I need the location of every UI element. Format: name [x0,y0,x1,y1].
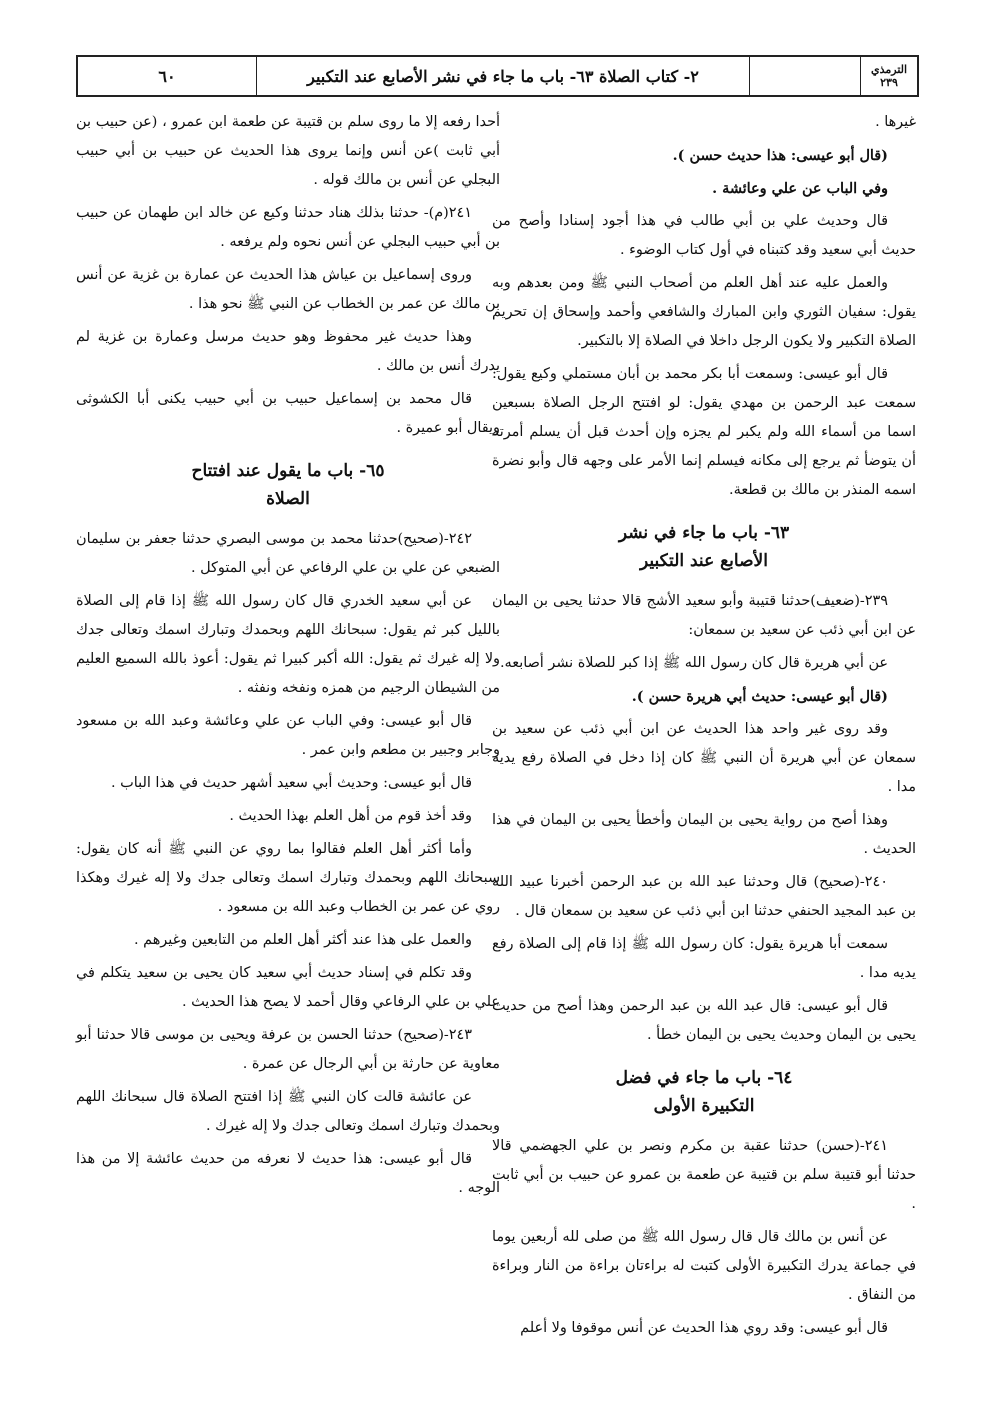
paragraph: (قال أبو عيسى: حديث أبي هريرة حسن ). [631,688,888,705]
header-reference [860,57,917,95]
chapter-heading-64 [492,1064,916,1120]
header-title: ٢- كتاب الصلاة ٦٣- باب ما جاء في نشر الأصابع عند التكبير [256,57,749,95]
chapter-heading-line: ٦٥- باب ما يقول عند افتتاح [191,461,385,481]
page-number: ٦٠ [158,66,176,86]
paragraph: غيرها . [875,114,916,130]
paragraph: وقد تكلم في إسناد حديث أبي سعيد كان يحيى بن سعيد يتكلم في علي بن علي الرفاعي وقال أحمد لا يصح هذا الحديث . [76,965,500,1010]
header-ref-name: الترمذي [870,63,908,76]
paragraph: وقد روى غير واحد هذا الحديث عن ابن أبي ذئب عن سعيد بن سمعان عن أبي هريرة أن النبي ﷺ كان إذا دخل في الصلاة رفع يديه مدا . [492,721,916,795]
paragraph: والعمل عليه عند أهل العلم من أصحاب النبي ﷺ ومن بعدهم وبه يقول: سفيان الثوري وابن المبارك والشافعي وأحمد وإسحاق إن تحريم الصلاة التكبير ولا يكون الرجل داخلا في الصلاة إلا بالتكبير. [492,275,916,349]
paragraph: قال وحديث علي بن أبي طالب في هذا أجود إسنادا وأصح من حديث أبي سعيد وقد كتبناه في أول كتاب الوضوء . [492,213,916,258]
paragraph: عن أبي هريرة قال كان رسول الله ﷺ إذا كبر للصلاة نشر أصابعه. [499,655,888,671]
chapter-heading-line: الصلاة [266,489,310,509]
chapter-heading-63 [492,519,916,575]
left-column [76,108,500,1207]
chapter-heading-line: ٦٣- باب ما جاء في نشر [618,523,790,543]
chapter-heading-line: ٦٤- باب ما جاء في فضل [615,1068,793,1088]
paragraph: عن أبي سعيد الخدري قال كان رسول الله ﷺ إذا قام إلى الصلاة بالليل كبر ثم يقول: سبحانك اللهم وبحمدك وتبارك اسمك وتعالى جدك ولا إله غيرك ثم يقول: الله أكبر كبيرا ثم يقول: أعوذ بالله السميع العليم من الشيطان الرجيم من همزه ونفخه ونفثه . [76,593,500,696]
paragraph: قال أبو عيسى: هذا حديث لا نعرفه من حديث عائشة إلا من هذا الوجه . [76,1151,500,1196]
paragraph: قال أبو عيسى: وسمعت أبا بكر محمد بن أبان مستملي وكيع يقول: سمعت عبد الرحمن بن مهدي يقول: لو افتتح الرجل الصلاة بسبعين اسما من أسماء الله ولم يكبر لم يجزه وإن أحدث قبل أن يسلم أمرته أن يتوضأ ثم يرجع إلى مكانه فيسلم إنما الأمر على وجهه قال وأبو نضرة اسمه المنذر بن مالك بن قطعة. [492,366,916,498]
paragraph: أحدا رفعه إلا ما روى سلم بن قتيبة عن طعمة ابن عمرو ، (عن حبيب بن أبي ثابت )عن أنس وإنما يروى هذا الحديث عن حبيب بن أبي حبيب البجلي عن أنس بن مالك قوله . [76,114,500,188]
paragraph: وفي الباب عن علي وعائشة . [712,180,888,197]
hadith-241m: ٢٤١(م)- حدثنا بذلك هناد حدثنا وكيع عن خالد ابن طهمان عن حبيب بن أبي حبيب البجلي عن أنس نحوه ولم يرفعه . [76,205,500,250]
paragraph: قال أبو عيسى: وقد روي هذا الحديث عن أنس موقوفا ولا أعلم [520,1320,888,1336]
hadith-241: ٢٤١-(حسن) حدثنا عقبة بن مكرم ونصر بن علي الجهضمي قالا حدثنا أبو قتيبة سلم بن قتيبة عن طعمة بن عمرو عن حبيب بن أبي ثابت . [492,1138,916,1212]
paragraph: وهذا أصح من رواية يحيى بن اليمان وأخطأ يحيى بن اليمان في هذا الحديث . [492,812,916,857]
paragraph: عن أنس بن مالك قال قال رسول الله ﷺ من صلى لله أربعين يوما في جماعة يدرك التكبيرة الأولى كتبت له براءتان براءة من النار وبراءة من النفاق . [492,1229,916,1303]
paragraph: والعمل على هذا عند أكثر أهل العلم من التابعين وغيرهم . [133,932,472,948]
chapter-heading-line: الأصابع عند التكبير [640,551,768,571]
paragraph: وروى إسماعيل بن عياش هذا الحديث عن عمارة بن غزية عن أنس بن مالك عن عمر بن الخطاب عن النبي ﷺ نحو هذا . [76,267,500,312]
chapter-heading-65 [76,457,500,513]
paragraph: وقد أخذ قوم من أهل العلم بهذا الحديث . [229,808,472,824]
hadith-243: ٢٤٣-(صحيح) حدثنا الحسن بن عرفة ويحيى بن موسى قالا حدثنا أبو معاوية عن حارثة بن أبي الرجال عن عمرة . [76,1027,500,1072]
hadith-240: ٢٤٠-(صحيح) قال وحدثنا عبد الله بن عبد الرحمن أخبرنا عبيد الله بن عبد المجيد الحنفي حدثنا ابن أبي ذئب عن سعيد بن سمعان قال . [492,874,916,919]
paragraph: سمعت أبا هريرة يقول: كان رسول الله ﷺ إذا قام إلى الصلاة رفع يديه مدا . [492,936,916,981]
paragraph: قال أبو عيسى: وفي الباب عن علي وعائشة وعبد الله بن مسعود وجابر وجبير بن مطعم وابن عمر . [76,713,500,758]
paragraph: عن عائشة قالت كان النبي ﷺ إذا افتتح الصلاة قال سبحانك اللهم وبحمدك وتبارك اسمك وتعالى جدك ولا إله غيرك . [76,1089,500,1134]
chapter-heading-line: التكبيرة الأولى [653,1096,755,1116]
paragraph: وأما أكثر أهل العلم فقالوا بما روي عن النبي ﷺ أنه كان يقول: سبحانك اللهم وبحمدك وتبارك اسمك وتعالى جدك ولا إله غيرك وهكذا روي عن عمر بن الخطاب وعبد الله بن مسعود . [76,841,500,915]
right-column [492,108,916,1347]
paragraph: (قال أبو عيسى: هذا حديث حسن ). [672,147,888,164]
hadith-239: ٢٣٩-(ضعيف)حدثنا قتيبة وأبو سعيد الأشج قالا حدثنا يحيى بن اليمان عن ابن أبي ذئب عن سعيد بن سمعان: [492,593,916,638]
paragraph: وهذا حديث غير محفوظ وهو حديث مرسل وعمارة بن غزية لم يدرك أنس بن مالك . [76,329,500,374]
paragraph: قال أبو عيسى: وحديث أبي سعيد أشهر حديث في هذا الباب . [111,775,472,791]
running-header [76,55,919,97]
header-blank-cell [749,57,860,95]
hadith-242: ٢٤٢-(صحيح)حدثنا محمد بن موسى البصري حدثنا جعفر بن سليمان الضبعي عن علي بن علي الرفاعي عن أبي المتوكل . [76,531,500,576]
paragraph: قال محمد بن إسماعيل حبيب بن أبي حبيب يكنى أبا الكشوثى ويقال أبو عميرة . [76,391,500,436]
header-ref-number: ٢٣٩ [880,76,898,89]
paragraph: قال أبو عيسى: قال عبد الله بن عبد الرحمن وهذا أصح من حديث يحيى بن اليمان وحديث يحيى بن اليمان خطأ . [492,998,916,1043]
